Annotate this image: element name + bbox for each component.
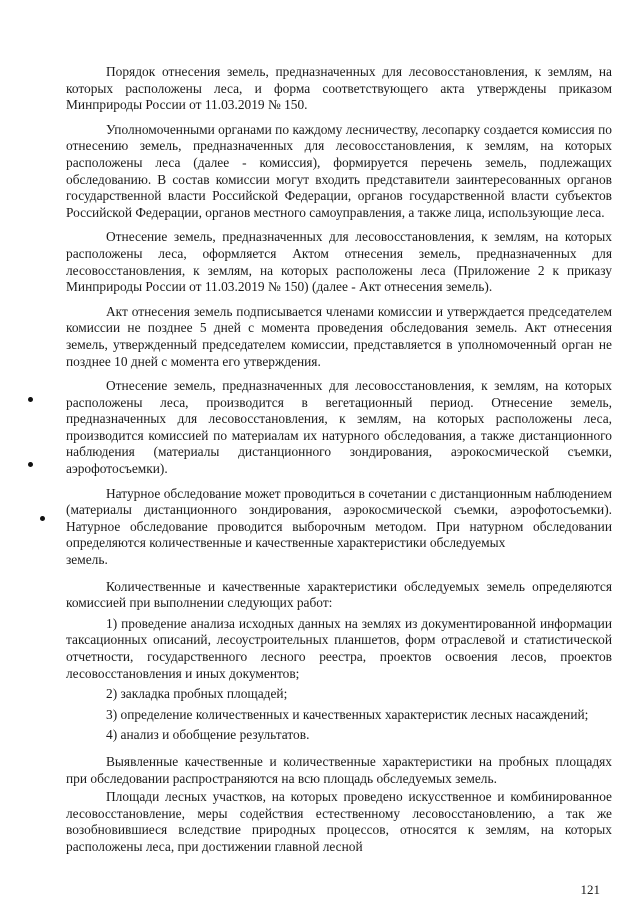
list-item-2: 2) закладка пробных площадей; [106,686,288,702]
paragraph-3: Отнесение земель, предназначенных для лесовосстановления, к землям, на которых расположены леса, оформляется Актом отнесения земель, предназначенных для лесовосстановления, к землям, на которых расположены леса (Приложение 2 к приказу Минприроды России от 11.03.2019 № 150) (далее - Акт отнесения земель). [66,229,612,295]
paragraph-6-tail: земель. [66,552,108,568]
paragraph-7: Количественные и качественные характеристики обследуемых земель определяются комиссией при выполнении следующих работ: [66,578,612,611]
margin-dot-1 [28,397,33,402]
page-number: 121 [580,882,600,897]
paragraph-6: Натурное обследование может проводиться в сочетании с дистанционным наблюдением (материалы дистанционного зондирования, аэрокосмической съемки, аэрофотосъемки). Натурное обследование проводится выборочным методом. При натурном обследовании определяются количественные и качественные характеристики обследуемых [66,485,612,551]
list-item-4: 4) анализ и обобщение результатов. [106,727,310,743]
paragraph-2: Уполномоченными органами по каждому лесничеству, лесопарку создается комиссия по отнесению земель, предназначенных для лесовосстановления, к землям, на которых расположены леса (далее - комиссия), формируется перечень земель, подлежащих обследованию. В состав комиссии могут входить представители заинтересованных органов государственной власти Российской Федерации, органов государственной власти субъектов Российской Федерации, органов местного самоуправления, а также лица, использующие леса. [66,121,612,220]
paragraph-1: Порядок отнесения земель, предназначенных для лесовосстановления, к землям, на которых расположены леса, и форма соответствующего акта утверждены приказом Минприроды России от 11.03.2019 № 150. [66,64,612,113]
margin-dot-3 [40,516,45,521]
paragraph-5: Отнесение земель, предназначенных для лесовосстановления, к землям, на которых расположены леса, производится в вегетационный период. Отнесение земель, предназначенных для лесовосстановления, к землям, на которых расположены леса, производится комиссией по материалам их натурного обследования, а также дистанционного наблюдения (материалы дистанционного зондирования, аэрокосмической съемки, аэрофотосъемки). [66,378,612,477]
document-page [66,64,612,864]
list-item-1: 1) проведение анализа исходных данных на землях из документированной информации таксационных описаний, лесоустроительных планшетов, форм отраслевой и статистической отчетности, государственного лесного реестра, проектов освоения лесов, проектов лесовосстановления и иных документов; [66,615,612,681]
margin-dot-2 [28,462,33,467]
paragraph-9: Площади лесных участков, на которых проведено искусственное и комбинированное лесовосстановление, меры содействия естественному лесовосстановлению, а так же возобновившиеся вследствие природных процессов, относятся к землям, на которых расположены леса, при достижении главной лесной [66,789,612,854]
list-item-3: 3) определение количественных и качественных характеристик лесных насаждений; [106,706,589,722]
paragraph-4: Акт отнесения земель подписывается членами комиссии и утверждается председателем комиссии не позднее 5 дней с момента проведения обследования земель. Акт отнесения земель, утвержденный председателем комиссии, представляется в уполномоченный орган не позднее 10 дней с момента его утверждения. [66,303,612,369]
paragraph-8: Выявленные качественные и количественные характеристики на пробных площадях при обследовании распространяются на всю площадь обследуемых земель. [66,753,612,786]
